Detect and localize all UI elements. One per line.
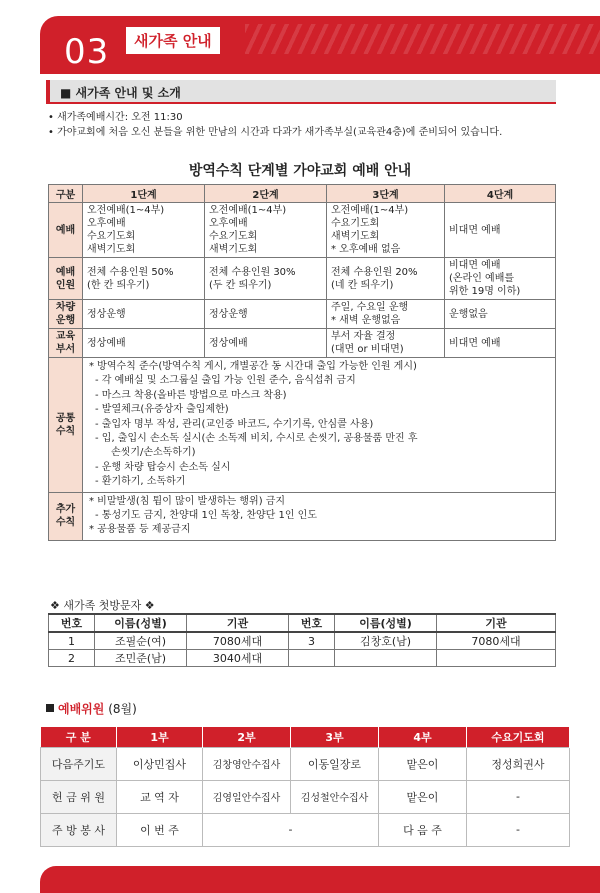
rules-row-label [49, 492, 83, 540]
worship-month: (8월) [108, 702, 137, 716]
kitchen-next-value: - [467, 813, 570, 846]
cell-line: 비대면 예배 [449, 260, 501, 271]
intro-line: • 새가족예배시간: 오전 11:30 [48, 112, 183, 123]
header-stripes [245, 24, 600, 54]
visitor-header: 기관 [437, 614, 556, 632]
worship-cell: 교 역 자 [117, 780, 203, 813]
page-footer-bar [40, 866, 600, 893]
cell-line: 오후예배 [87, 218, 126, 229]
section-title: ■ 새가족 안내 및 소개 [46, 80, 556, 102]
cell-line: 공통 [55, 412, 76, 424]
rule-line: - 마스크 착용(올바른 방법으로 마스크 착용) [95, 389, 287, 401]
phase-header: 4단계 [445, 185, 556, 203]
cell-line: (한 칸 띄우기) [87, 279, 150, 291]
cell-line: 수칙 [55, 517, 76, 529]
worship-cell: 김영일안수집사 [203, 780, 291, 813]
cell-line: 새벽기도회 [87, 244, 136, 255]
section-divider [46, 102, 556, 104]
worship-header: 구 분 [41, 727, 117, 747]
cell-line: 부서 자율 결정 [331, 331, 396, 342]
cell-line: 오전예배(1~4부) [331, 205, 409, 216]
cell-line: 전체 수용인원 30% [209, 266, 296, 278]
worship-cell: 정성희권사 [467, 747, 570, 780]
cell-line: (네 칸 띄우기) [331, 279, 394, 291]
cell-line: (온라인 예배를 [449, 273, 515, 284]
visitors-title: ❖ 새가족 첫방문자 ❖ [50, 599, 155, 612]
phase-cell [445, 300, 556, 329]
rules-row-extra [49, 492, 556, 540]
worship-header: 4부 [379, 727, 467, 747]
cell-line: 정상운행 [209, 308, 248, 320]
worship-cell: 김성철안수집사 [291, 780, 379, 813]
visitor-row [49, 632, 556, 650]
phase-cell [83, 329, 205, 358]
kitchen-label: 주 방 봉 사 [41, 813, 117, 846]
visitor-cell [335, 650, 437, 667]
phase-cell [327, 300, 445, 329]
phase-cell [205, 329, 327, 358]
visitor-cell: 7080세대 [437, 632, 556, 650]
visitor-header: 이름(성별) [335, 614, 437, 632]
rules-text [83, 358, 556, 493]
rules-row-label [49, 358, 83, 493]
phase-table [48, 184, 556, 541]
phase-row-label [49, 329, 83, 358]
cell-line: 위한 19명 이하) [449, 286, 521, 297]
worship-cell: 맡은이 [379, 747, 467, 780]
phase-cell [205, 203, 327, 258]
cell-line: 운행없음 [449, 308, 488, 320]
visitor-header: 기관 [187, 614, 289, 632]
kitchen-this-value: - [203, 813, 379, 846]
intro-text [48, 110, 502, 140]
worship-cell: - [467, 780, 570, 813]
cell-line: 수요기도회 [87, 231, 136, 242]
phase-row-label [49, 300, 83, 329]
rule-line: - 운행 차량 탑승시 손소독 실시 [95, 461, 231, 473]
cell-line: 운행 [55, 315, 76, 326]
rule-line: - 발열체크(유증상자 출입제한) [95, 404, 229, 416]
worship-header: 1부 [117, 727, 203, 747]
visitor-cell: 2 [49, 650, 95, 667]
visitor-header: 번호 [49, 614, 95, 632]
rule-line: - 입, 출입시 손소독 실시(손 소독제 비치, 수시로 손씻기, 공용물품 만진 후 [95, 433, 418, 445]
phase-cell [327, 258, 445, 300]
phase-cell [445, 203, 556, 258]
main-title: 방역수칙 단계별 가야교회 예배 안내 [188, 163, 412, 179]
worship-row-kitchen [41, 813, 570, 846]
cell-line: 주일, 수요일 운행 [331, 302, 409, 313]
cell-line: (대면 or 비대면) [331, 344, 404, 355]
phase-cell [327, 203, 445, 258]
cell-line: 비대면 예배 [449, 337, 501, 349]
rule-line: - 각 예배실 및 소그룹실 출입 가능 인원 준수, 음식섭취 금지 [95, 375, 356, 387]
rule-line: - 통성기도 금지, 찬양대 1인 독창, 찬양단 1인 인도 [95, 510, 317, 522]
worship-header: 2부 [203, 727, 291, 747]
cell-line: 새벽기도회 [331, 231, 380, 242]
rules-row-common [49, 358, 556, 493]
worship-header: 수요기도회 [467, 727, 570, 747]
visitor-header: 이름(성별) [95, 614, 187, 632]
phase-row-label [49, 258, 83, 300]
rule-line: * 방역수칙 준수(방역수칙 게시, 개별공간 동 시간대 출입 가능한 인원 게시) [89, 361, 417, 372]
phase-cell [327, 329, 445, 358]
phase-row [49, 258, 556, 300]
cell-line: 정상예배 [209, 337, 248, 349]
cell-line: 인원 [55, 279, 76, 291]
cell-line: 부서 [55, 344, 76, 355]
phase-header: 1단계 [83, 185, 205, 203]
phase-cell [83, 300, 205, 329]
visitor-header: 번호 [289, 614, 335, 632]
cell-line: 수칙 [55, 425, 76, 437]
square-icon [46, 704, 54, 712]
phase-row [49, 300, 556, 329]
visitor-cell [437, 650, 556, 667]
rule-line: - 출입자 명부 작성, 관리(교인증 바코드, 수기기록, 안심콜 사용) [95, 418, 374, 430]
cell-line: 정상예배 [87, 337, 126, 349]
cell-line: 오전예배(1~4부) [87, 205, 165, 216]
visitor-cell: 조필순(여) [95, 632, 187, 650]
phase-cell [445, 258, 556, 300]
visitor-cell: 김창호(남) [335, 632, 437, 650]
cell-line: 오후예배 [209, 218, 248, 229]
visitor-row [49, 650, 556, 667]
phase-cell [83, 258, 205, 300]
cell-line: 전체 수용인원 50% [87, 266, 174, 278]
phase-cell [205, 258, 327, 300]
cell-line: 예배 [55, 266, 76, 278]
visitor-cell [289, 650, 335, 667]
section-title-text: 새가족 안내 및 소개 [75, 86, 181, 100]
kitchen-this-week: 이 번 주 [117, 813, 203, 846]
rule-line: * 비말발생(침 튐이 많이 발생하는 행위) 금지 [89, 495, 286, 507]
visitor-cell: 1 [49, 632, 95, 650]
worship-row-label: 헌 금 위 원 [41, 780, 117, 813]
cell-line: * 오후예배 없음 [331, 244, 401, 255]
worship-cell: 이동일장로 [291, 747, 379, 780]
phase-header: 구분 [49, 185, 83, 203]
cell-line: 정상운행 [87, 308, 126, 320]
cell-line: 교육 [55, 331, 76, 342]
worship-title-text: 예배위원 [58, 702, 105, 716]
phase-cell [83, 203, 205, 258]
phase-row [49, 329, 556, 358]
cell-line: 예배 [55, 224, 76, 236]
visitors-table [48, 613, 556, 667]
visitor-cell: 조민준(남) [95, 650, 187, 667]
cell-line: * 새벽 운행없음 [331, 315, 401, 326]
rule-line: - 환기하기, 소독하기 [95, 476, 186, 488]
rules-text [83, 492, 556, 540]
chapter-title: 새가족 안내 [126, 27, 220, 54]
worship-row [41, 780, 570, 813]
cell-line: 오전예배(1~4부) [209, 205, 287, 216]
rule-line: 손씻기/손소독하기) [111, 447, 196, 459]
worship-committee-title [46, 700, 137, 717]
worship-cell: 이상민집사 [117, 747, 203, 780]
phase-header: 3단계 [327, 185, 445, 203]
worship-cell: 김창영안수집사 [203, 747, 291, 780]
cell-line: 수요기도회 [331, 218, 380, 229]
worship-cell: 맡은이 [379, 780, 467, 813]
cell-line: 전체 수용인원 20% [331, 266, 418, 278]
worship-row-label: 다음주기도 [41, 747, 117, 780]
page-header [40, 10, 600, 70]
phase-cell [445, 329, 556, 358]
phase-cell [205, 300, 327, 329]
worship-table [40, 727, 570, 847]
chapter-number: 03 [64, 32, 110, 72]
cell-line: 수요기도회 [209, 231, 258, 242]
cell-line: 새벽기도회 [209, 244, 258, 255]
cell-line: 차량 [55, 302, 76, 313]
phase-header: 2단계 [205, 185, 327, 203]
cell-line: 추가 [55, 504, 76, 516]
worship-row [41, 747, 570, 780]
phase-row [49, 203, 556, 258]
phase-row-label [49, 203, 83, 258]
kitchen-next-week: 다 음 주 [379, 813, 467, 846]
visitor-cell: 7080세대 [187, 632, 289, 650]
visitor-cell: 3 [289, 632, 335, 650]
cell-line: (두 칸 띄우기) [209, 279, 272, 291]
cell-line: 비대면 예배 [449, 224, 501, 236]
worship-header: 3부 [291, 727, 379, 747]
visitor-cell: 3040세대 [187, 650, 289, 667]
intro-line: • 가야교회에 처음 오신 분들을 위한 만남의 시간과 다과가 새가족부실(교육관4층)에 준비되어 있습니다. [48, 127, 503, 138]
rule-line: * 공용물품 등 제공금지 [89, 524, 191, 536]
